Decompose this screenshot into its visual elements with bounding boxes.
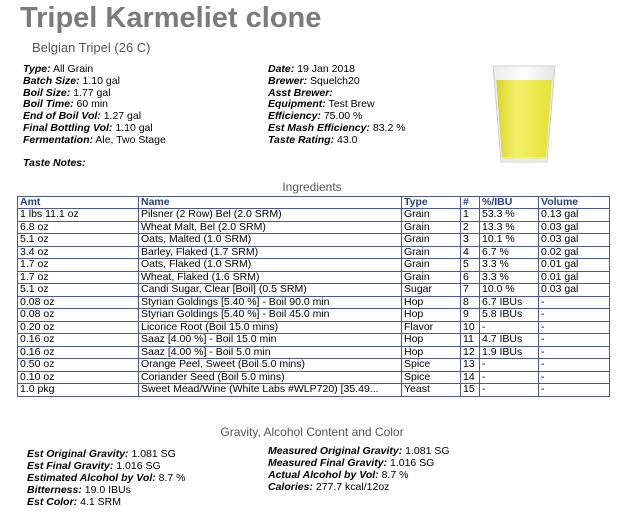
gravity-estimate-row (27, 497, 186, 509)
info-right-label: Equipment: (268, 98, 326, 111)
cell-percent-ibu: 13.3 % (480, 221, 539, 234)
cell-volume: 0.01 gal (539, 259, 610, 272)
column-header-percent-ibu: %/IBU (480, 197, 539, 209)
cell-amount: 1.7 oz (18, 259, 139, 272)
cell-name: Candi Sugar, Clear [Boil] (0.5 SRM) (139, 284, 402, 297)
info-right-value: 75.00 % (323, 110, 363, 123)
cell-amount: 1.7 oz (18, 271, 139, 284)
recipe-style: Belgian Tripel (26 C) (32, 40, 151, 55)
cell-type: Grain (402, 259, 461, 272)
gravity-estimate-value: 1.016 SG (116, 459, 161, 472)
table-row (18, 359, 610, 372)
table-row (18, 346, 610, 359)
cell-amount: 0.20 oz (18, 321, 139, 334)
cell-type: Spice (402, 359, 461, 372)
cell-percent-ibu: 6.7 IBUs (480, 296, 539, 309)
cell-number: 7 (461, 284, 480, 297)
table-row (18, 371, 610, 384)
gravity-measured-label: Measured Original Gravity: (268, 445, 403, 457)
table-row (18, 221, 610, 234)
cell-name: Barley, Flaked (1.7 SRM) (139, 246, 402, 259)
cell-amount: 0.08 oz (18, 296, 139, 309)
cell-percent-ibu: 6.7 % (480, 246, 539, 259)
cell-type: Grain (402, 209, 461, 222)
cell-name: Orange Peel, Sweet (Boil 5.0 mins) (139, 359, 402, 372)
table-row (18, 271, 610, 284)
gravity-measured-value: 1.016 SG (389, 456, 435, 469)
cell-percent-ibu: 10.0 % (480, 284, 539, 297)
gravity-measured-row (268, 482, 450, 494)
cell-name: Styrian Goldings [5.40 %] - Boil 45.0 min (139, 309, 402, 322)
gravity-section-title: Gravity, Alcohol Content and Color (220, 425, 404, 439)
column-header-type: Type (402, 197, 461, 209)
beer-glass-icon (491, 64, 557, 164)
info-left-value: Ale, Two Stage (95, 133, 166, 146)
gravity-measured-label: Calories: (268, 480, 313, 493)
column-header-amount: Amt (18, 197, 139, 209)
cell-volume: 0.02 gal (539, 246, 610, 259)
cell-name: Sweet Mead/Wine (White Labs #WLP720) [35.49... (139, 384, 402, 397)
info-left-label: Boil Size: (23, 86, 71, 99)
gravity-estimate-label: Est Original Gravity: (27, 448, 129, 460)
gravity-estimate-value: 19.0 IBUs (84, 483, 131, 496)
info-left-label: End of Boil Vol: (23, 110, 101, 123)
recipe-info-left (23, 64, 166, 147)
info-right-label: Date: (268, 63, 295, 75)
cell-type: Hop (402, 346, 461, 359)
cell-number: 15 (461, 384, 480, 397)
cell-percent-ibu: - (480, 371, 539, 384)
gravity-measured-value: 8.7 % (381, 468, 409, 481)
gravity-estimate-label: Bitterness: (27, 483, 82, 496)
table-row (18, 334, 610, 347)
cell-volume: - (539, 346, 610, 359)
table-row (18, 384, 610, 397)
table-row (18, 321, 610, 334)
beer-fill (496, 80, 551, 159)
info-right-label: Est Mash Efficiency: (268, 121, 370, 134)
gravity-measured-value: 277.7 kcal/12oz (315, 480, 390, 493)
taste-notes-label: Taste Notes: (23, 157, 86, 169)
cell-type: Yeast (402, 384, 461, 397)
gravity-measured-label: Actual Alcohol by Vol: (268, 468, 379, 481)
cell-percent-ibu: - (480, 321, 539, 334)
cell-volume: - (539, 384, 610, 397)
cell-amount: 0.16 oz (18, 346, 139, 359)
cell-percent-ibu: 3.3 % (480, 271, 539, 284)
table-row (18, 309, 610, 322)
cell-volume: - (539, 359, 610, 372)
cell-number: 11 (461, 334, 480, 347)
column-header-number: # (461, 197, 480, 209)
info-left-value: 1.77 gal (73, 86, 111, 99)
info-left-label: Final Bottling Vol: (23, 121, 113, 134)
table-row (18, 296, 610, 309)
cell-amount: 5.1 oz (18, 284, 139, 297)
cell-amount: 0.08 oz (18, 309, 139, 322)
info-left-label: Boil Time: (23, 98, 74, 111)
info-right-value: Test Brew (328, 98, 375, 111)
gravity-estimate-value: 4.1 SRM (80, 495, 121, 508)
cell-number: 14 (461, 371, 480, 384)
info-left-value: 60 min (76, 98, 108, 111)
cell-amount: 0.16 oz (18, 334, 139, 347)
cell-type: Grain (402, 234, 461, 247)
table-row (18, 246, 610, 259)
cell-volume: - (539, 309, 610, 322)
cell-number: 8 (461, 296, 480, 309)
gravity-measured (268, 446, 450, 494)
ingredients-table (17, 196, 610, 397)
cell-name: Oats, Malted (1.0 SRM) (139, 234, 402, 247)
cell-volume: - (539, 296, 610, 309)
ingredients-section-title: Ingredients (282, 180, 342, 194)
cell-percent-ibu: 3.3 % (480, 259, 539, 272)
gravity-measured-value: 1.081 SG (405, 445, 450, 457)
info-right-label: Brewer: (268, 74, 308, 87)
table-row (18, 284, 610, 297)
info-right-label: Taste Rating: (268, 133, 335, 146)
cell-number: 2 (461, 221, 480, 234)
cell-type: Spice (402, 371, 461, 384)
cell-number: 13 (461, 359, 480, 372)
cell-number: 9 (461, 309, 480, 322)
cell-type: Hop (402, 334, 461, 347)
glass-base (501, 157, 547, 162)
cell-volume: 0.01 gal (539, 271, 610, 284)
cell-name: Wheat Malt, Bel (2.0 SRM) (139, 221, 402, 234)
info-right-value: 43.0 (337, 133, 358, 146)
gravity-estimate-label: Est Final Gravity: (27, 459, 114, 472)
cell-name: Licorice Root (Boil 15.0 mins) (139, 321, 402, 334)
cell-volume: 0.03 gal (539, 234, 610, 247)
cell-percent-ibu: 53.3 % (480, 209, 539, 222)
cell-name: Coriander Seed (Boil 5.0 mins) (139, 371, 402, 384)
info-right-value: 83.2 % (372, 121, 406, 134)
cell-percent-ibu: 10.1 % (480, 234, 539, 247)
gravity-estimate-value: 8.7 % (158, 471, 186, 484)
cell-percent-ibu: - (480, 359, 539, 372)
info-left-label: Type: (23, 63, 51, 75)
table-row (18, 259, 610, 272)
gravity-measured-label: Measured Final Gravity: (268, 456, 388, 469)
cell-volume: - (539, 334, 610, 347)
cell-amount: 5.1 oz (18, 234, 139, 247)
table-row (18, 234, 610, 247)
cell-percent-ibu: 1.9 IBUs (480, 346, 539, 359)
info-right-row (268, 135, 406, 147)
cell-type: Sugar (402, 284, 461, 297)
cell-number: 6 (461, 271, 480, 284)
cell-amount: 6.8 oz (18, 221, 139, 234)
cell-number: 10 (461, 321, 480, 334)
cell-type: Grain (402, 271, 461, 284)
info-left-value: 1.10 gal (82, 74, 120, 87)
cell-percent-ibu: 4.7 IBUs (480, 334, 539, 347)
cell-volume: 0.13 gal (539, 209, 610, 222)
cell-amount: 3.4 oz (18, 246, 139, 259)
info-left-row (23, 135, 166, 147)
cell-volume: 0.03 gal (539, 284, 610, 297)
recipe-title: Tripel Karmeliet clone (20, 2, 322, 34)
info-left-value: 1.10 gal (115, 121, 153, 134)
cell-name: Saaz [4.00 %] - Boil 5.0 min (139, 346, 402, 359)
cell-type: Grain (402, 221, 461, 234)
info-left-value: All Grain (52, 63, 94, 75)
cell-type: Hop (402, 296, 461, 309)
cell-name: Oats, Flaked (1.0 SRM) (139, 259, 402, 272)
ingredients-header-row (18, 197, 610, 209)
column-header-name: Name (139, 197, 402, 209)
gravity-estimates (27, 449, 186, 509)
cell-name: Saaz [4.00 %] - Boil 15.0 min (139, 334, 402, 347)
cell-volume: 0.03 gal (539, 221, 610, 234)
cell-type: Hop (402, 309, 461, 322)
recipe-info-right (268, 64, 406, 147)
info-right-label: Efficiency: (268, 110, 321, 123)
cell-percent-ibu: 5.8 IBUs (480, 309, 539, 322)
cell-amount: 0.10 oz (18, 371, 139, 384)
info-left-label: Fermentation: (23, 133, 94, 146)
table-row (18, 209, 610, 222)
cell-amount: 1 lbs 11.1 oz (18, 209, 139, 222)
cell-volume: - (539, 371, 610, 384)
cell-number: 12 (461, 346, 480, 359)
cell-type: Flavor (402, 321, 461, 334)
cell-amount: 1.0 pkg (18, 384, 139, 397)
cell-amount: 0.50 oz (18, 359, 139, 372)
info-right-value: 19 Jan 2018 (297, 63, 355, 75)
gravity-estimate-label: Est Color: (27, 495, 78, 508)
cell-type: Grain (402, 246, 461, 259)
cell-percent-ibu: - (480, 384, 539, 397)
info-left-value: 1.27 gal (103, 110, 142, 123)
cell-name: Styrian Goldings [5.40 %] - Boil 90.0 min (139, 296, 402, 309)
cell-number: 3 (461, 234, 480, 247)
info-left-label: Batch Size: (23, 74, 80, 87)
cell-volume: - (539, 321, 610, 334)
column-header-volume: Volume (539, 197, 610, 209)
gravity-estimate-label: Estimated Alcohol by Vol: (27, 471, 156, 484)
cell-name: Pilsner (2 Row) Bel (2.0 SRM) (139, 209, 402, 222)
cell-number: 1 (461, 209, 480, 222)
info-right-label: Asst Brewer: (268, 86, 333, 99)
info-right-value: Squelch20 (310, 74, 360, 87)
gravity-estimate-value: 1.081 SG (131, 448, 176, 460)
cell-number: 5 (461, 259, 480, 272)
cell-name: Wheat, Flaked (1.6 SRM) (139, 271, 402, 284)
cell-number: 4 (461, 246, 480, 259)
